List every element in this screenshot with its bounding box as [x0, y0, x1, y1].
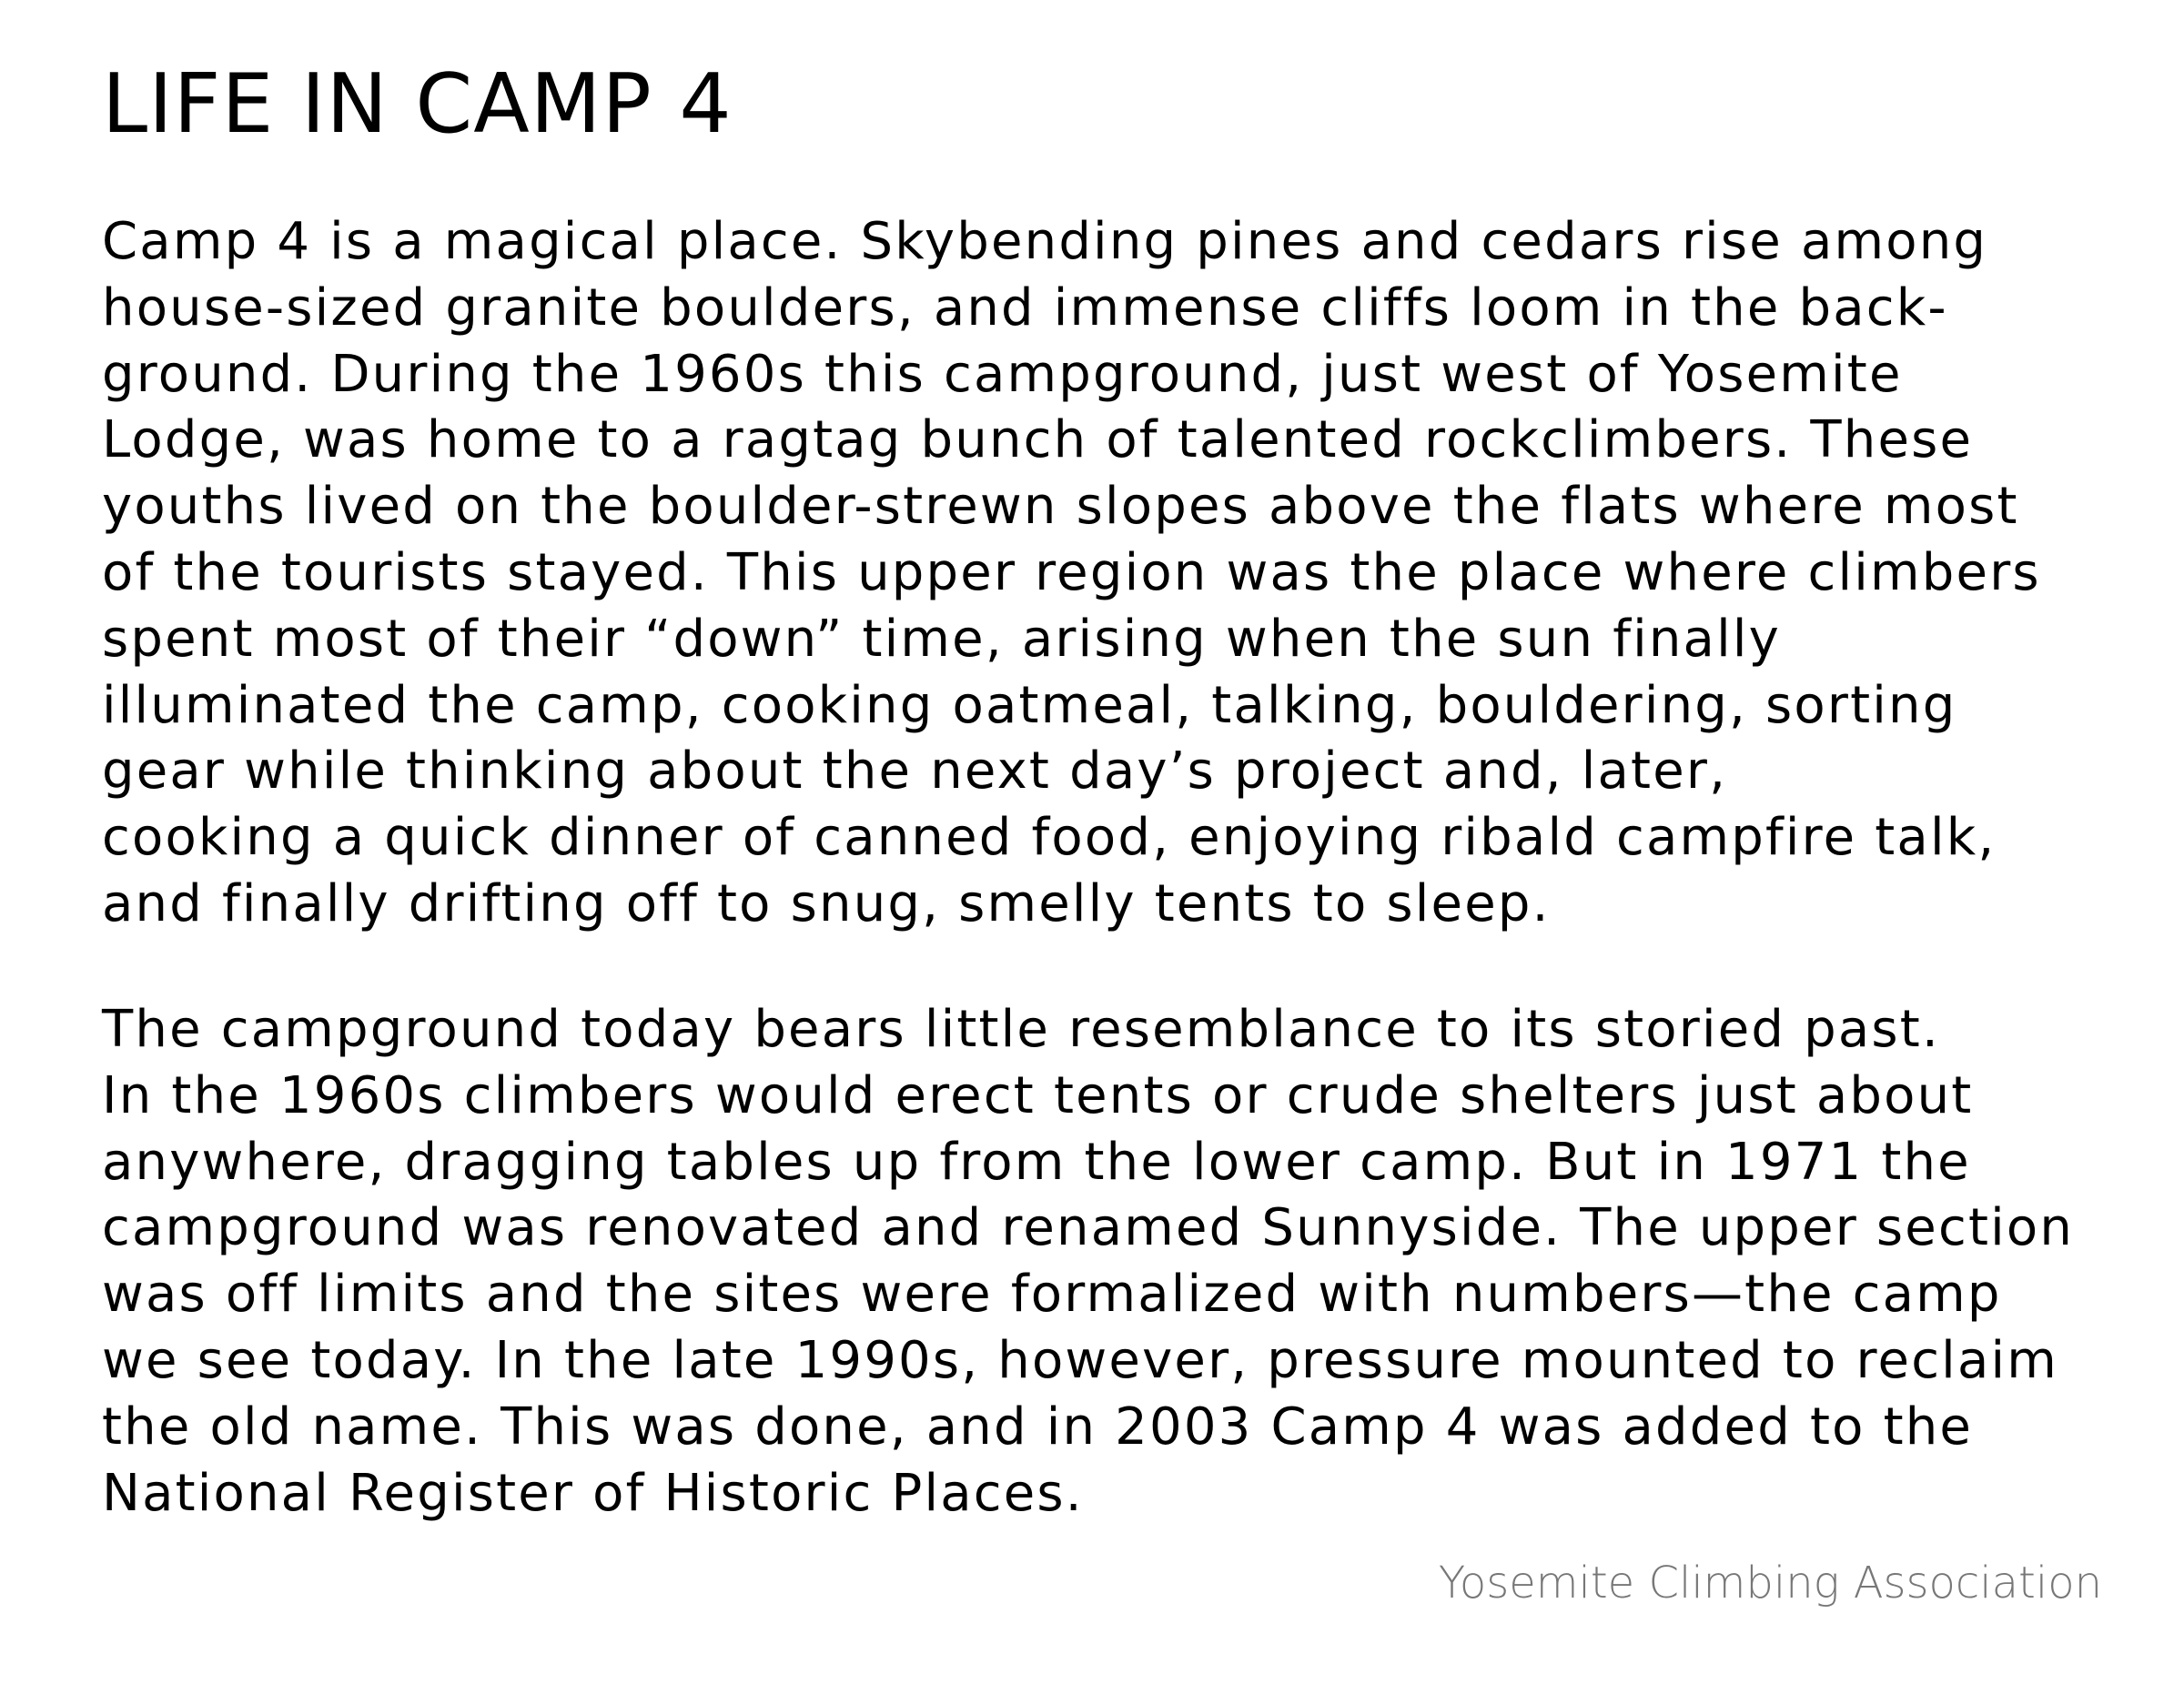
paragraph-1-line: Lodge, was home to a ragtag bunch of talented rockclimbers. These — [102, 410, 1974, 470]
paragraph-1-line: youths lived on the boulder-strewn slopes above the flats where most — [102, 477, 2019, 537]
paragraph-2-line: was off limits and the sites were formalized with numbers—the camp — [102, 1265, 2002, 1325]
paragraph-2-line: The campground today bears little resemblance to its storied past. — [102, 1000, 1940, 1059]
paragraph-1-line: house-sized granite boulders, and immense cliffs loom in the back- — [102, 277, 1948, 338]
paragraph-2-line: National Register of Historic Places. — [102, 1463, 1084, 1523]
paragraph-1 — [102, 209, 2041, 938]
paragraph-1-line: of the tourists stayed. This upper region was the place where climbers — [102, 542, 2041, 602]
paragraph-2-line: we see today. In the late 1990s, however, pressure mounted to reclaim — [102, 1330, 2058, 1390]
paragraph-1-line: illuminated the camp, cooking oatmeal, talking, bouldering, sorting — [102, 675, 1957, 735]
paragraph-1-line: gear while thinking about the next day’s project and, later, — [102, 741, 1728, 802]
credit-line: Yosemite Climbing Association — [1438, 1558, 2102, 1608]
paragraph-2 — [102, 997, 2074, 1527]
paragraph-1-line: ground. During the 1960s this campground, just west of Yosemite — [102, 344, 1903, 404]
paragraph-2-line: campground was renovated and renamed Sunnyside. The upper section — [102, 1198, 2075, 1258]
paragraph-2-line: the old name. This was done, and in 2003 Camp 4 was added to the — [102, 1397, 1974, 1457]
sign-title: LIFE IN CAMP 4 — [102, 56, 733, 152]
paragraph-1-line: cooking a quick dinner of canned food, enjoying ribald campfire talk, — [102, 808, 1997, 868]
paragraph-1-line: Camp 4 is a magical place. Skybending pines and cedars rise among — [102, 212, 1988, 271]
paragraph-2-line: In the 1960s climbers would erect tents or crude shelters just about — [102, 1065, 1974, 1125]
paragraph-1-line: and finally drifting off to snug, smelly tents to sleep. — [102, 873, 1551, 933]
paragraph-1-line: spent most of their “down” time, arising when the sun finally — [102, 609, 1781, 669]
paragraph-2-line: anywhere, dragging tables up from the lower camp. But in 1971 the — [102, 1132, 1971, 1192]
